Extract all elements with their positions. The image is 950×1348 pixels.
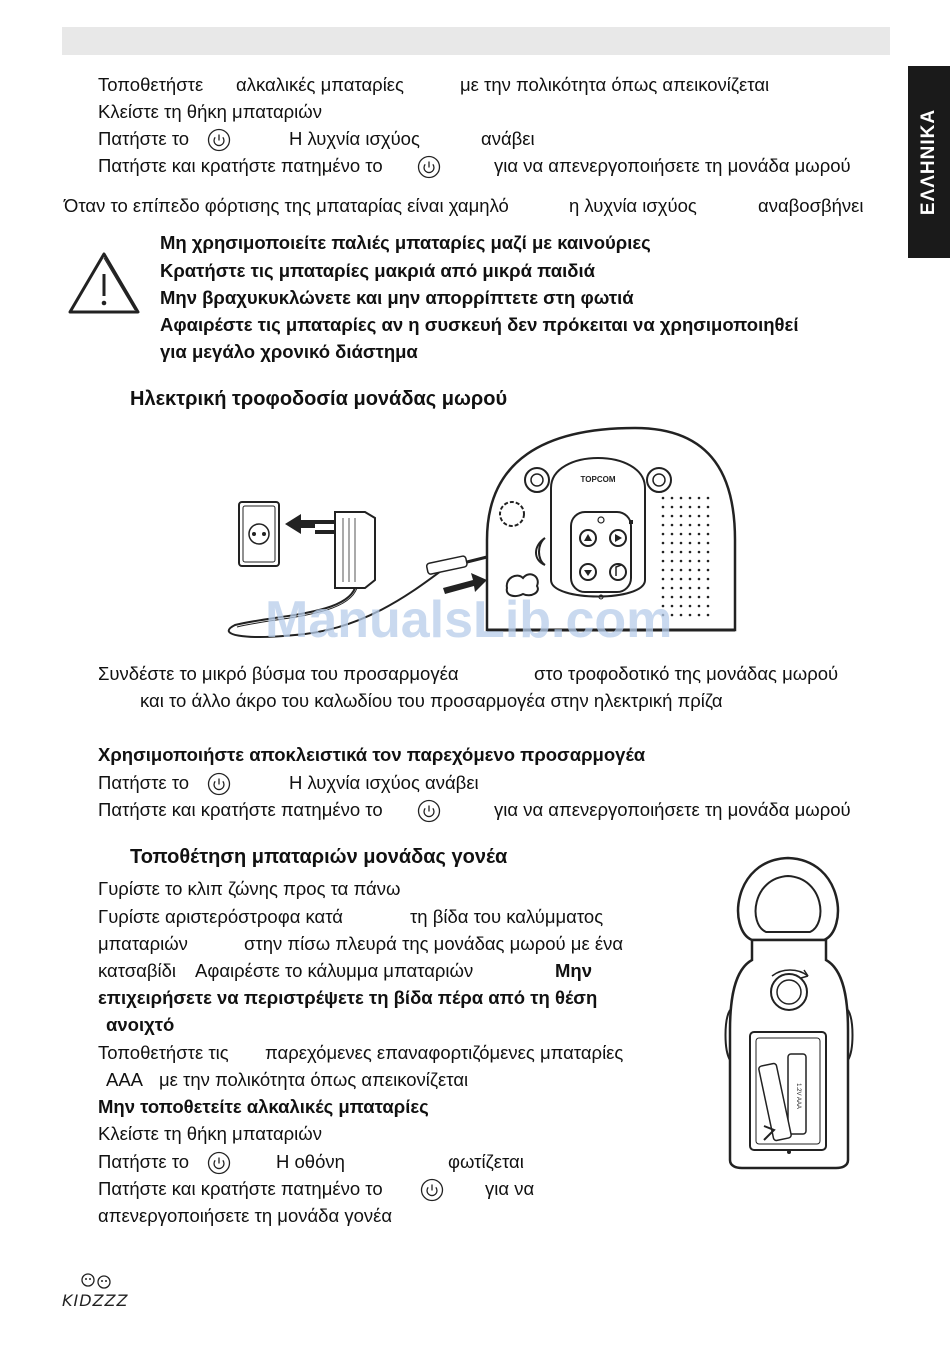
speaker-grill-dot xyxy=(689,560,692,563)
speaker-grill-dot xyxy=(689,551,692,554)
speaker-grill-dot xyxy=(707,533,710,536)
text: με την πολικότητα όπως απεικονίζεται xyxy=(460,74,770,95)
language-tab xyxy=(908,66,950,258)
warning-line: Κρατήστε τις μπαταρίες μακριά από μικρά παιδιά xyxy=(160,260,596,281)
text: Η λυχνία ισχύος ανάβει xyxy=(289,772,479,793)
speaker-grill-dot xyxy=(689,542,692,545)
battery-label: 1.2V AAA xyxy=(795,1083,801,1109)
speaker-grill-dot xyxy=(707,578,710,581)
text: επιχειρήσετε να περιστρέψετε τη βίδα πέρα από τη θέση xyxy=(98,987,598,1008)
speaker-grill-dot xyxy=(698,533,701,536)
speaker-grill-dot xyxy=(680,551,683,554)
speaker-grill-dot xyxy=(698,578,701,581)
text: Πατήστε το xyxy=(98,128,190,149)
text: η λυχνία ισχύος xyxy=(569,195,697,216)
kidzzz-logo-graphic xyxy=(58,1270,138,1314)
speaker-grill-dot xyxy=(689,587,692,590)
speaker-grill-dot xyxy=(671,515,674,518)
speaker-grill-dot xyxy=(707,506,710,509)
text: παρεχόμενες επαναφορτιζόμενες μπαταρίες xyxy=(265,1042,624,1063)
power-button-icon xyxy=(417,155,441,179)
speaker-grill-dot xyxy=(680,542,683,545)
speaker-grill-dot xyxy=(707,542,710,545)
power-button-icon xyxy=(417,799,441,823)
speaker-grill-dot xyxy=(662,551,665,554)
svg-text:KIDZZZ: KIDZZZ xyxy=(62,1291,129,1310)
speaker-grill-dot xyxy=(689,515,692,518)
speaker-grill-dot xyxy=(680,605,683,608)
speaker-grill-dot xyxy=(680,497,683,500)
speaker-grill-dot xyxy=(698,605,701,608)
speaker-grill-dot xyxy=(662,506,665,509)
section-heading-power: Ηλεκτρική τροφοδοσία μονάδας μωρού xyxy=(130,388,508,410)
speaker-grill-dot xyxy=(680,614,683,617)
speaker-grill-dot xyxy=(662,497,665,500)
warning-line: Μην βραχυκυκλώνετε και μην απορρίπτετε στη φωτιά xyxy=(160,287,634,308)
text: Πατήστε και κρατήστε πατημένο το xyxy=(98,799,383,820)
text: φωτίζεται xyxy=(448,1151,524,1172)
speaker-grill-dot xyxy=(698,506,701,509)
speaker-grill-dot xyxy=(698,596,701,599)
speaker-grill-dot xyxy=(698,542,701,545)
warning-line: Αφαιρέστε τις μπαταρίες αν η συσκευή δεν πρόκειται να χρησιμοποιηθεί xyxy=(160,314,799,335)
header-bar xyxy=(62,27,890,55)
speaker-grill-dot xyxy=(680,506,683,509)
speaker-grill-dot xyxy=(698,515,701,518)
watermark: ManualsLib.com xyxy=(265,591,673,649)
speaker-grill-dot xyxy=(689,578,692,581)
step-close-compartment: Κλείστε τη θήκη μπαταριών xyxy=(98,101,322,122)
text: Γυρίστε το κλιπ ζώνης προς τα πάνω xyxy=(98,878,401,899)
speaker-grill-dot xyxy=(707,551,710,554)
speaker-grill-dot xyxy=(707,497,710,500)
text: στην πίσω πλευρά της μονάδας μωρού με ένα xyxy=(244,933,624,954)
adapter-warning: Χρησιμοποιήστε αποκλειστικά τον παρεχόμενο προσαρμογέα xyxy=(98,744,646,765)
speaker-grill-dot xyxy=(707,596,710,599)
power-button-icon xyxy=(207,128,231,152)
text: Μην τοποθετείτε αλκαλικές μπαταρίες xyxy=(98,1096,429,1117)
text: Η οθόνη xyxy=(276,1151,345,1172)
text: Πατήστε και κρατήστε πατημένο το xyxy=(98,155,383,176)
speaker-grill-dot xyxy=(689,497,692,500)
speaker-grill-dot xyxy=(671,560,674,563)
text: ανοιχτό xyxy=(106,1014,175,1035)
speaker-grill-dot xyxy=(671,533,674,536)
text: Αφαιρέστε το κάλυμμα μπαταριών xyxy=(195,960,474,981)
speaker-grill-dot xyxy=(689,605,692,608)
speaker-grill-dot xyxy=(671,587,674,590)
speaker-grill-dot xyxy=(662,569,665,572)
text: ανάβει xyxy=(481,128,535,149)
text: Η λυχνία ισχύος xyxy=(289,128,420,149)
text: Γυρίστε αριστερόστροφα κατά xyxy=(98,906,343,927)
warning-line: για μεγάλο χρονικό διάστημα xyxy=(160,341,418,362)
text: για να απενεργοποιήσετε τη μονάδα μωρού xyxy=(494,155,851,176)
speaker-grill-dot xyxy=(707,614,710,617)
speaker-grill-dot xyxy=(662,533,665,536)
speaker-grill-dot xyxy=(689,569,692,572)
speaker-grill-dot xyxy=(707,560,710,563)
speaker-grill-dot xyxy=(707,524,710,527)
text: AAA xyxy=(106,1069,144,1090)
low-battery-note: Όταν το επίπεδο φόρτισης της μπαταρίας είναι χαμηλό xyxy=(64,195,509,216)
speaker-grill-dot xyxy=(689,596,692,599)
text: απενεργοποιήσετε τη μονάδα γονέα xyxy=(98,1205,393,1226)
speaker-grill-dot xyxy=(689,506,692,509)
speaker-grill-dot xyxy=(689,524,692,527)
speaker-grill-dot xyxy=(707,515,710,518)
speaker-grill-dot xyxy=(689,533,692,536)
warning-icon xyxy=(66,250,142,316)
power-button-icon xyxy=(420,1178,444,1202)
text: Πατήστε το xyxy=(98,772,190,793)
text: τη βίδα του καλύμματος xyxy=(410,906,604,927)
text: Πατήστε και κρατήστε πατημένο το xyxy=(98,1178,383,1199)
text: για να απενεργοποιήσετε τη μονάδα μωρού xyxy=(494,799,851,820)
speaker-grill-dot xyxy=(671,524,674,527)
text: αναβοσβήνει xyxy=(758,195,864,216)
warning-line: Μη χρησιμοποιείτε παλιές μπαταρίες μαζί με καινούριες xyxy=(160,232,651,253)
speaker-grill-dot xyxy=(662,560,665,563)
parent-unit-illustration xyxy=(718,850,858,1172)
speaker-grill-dot xyxy=(671,569,674,572)
power-button-icon xyxy=(207,1151,231,1175)
speaker-grill-dot xyxy=(680,560,683,563)
section-heading-parent-batteries: Τοποθέτηση μπαταριών μονάδας γονέα xyxy=(130,846,508,868)
speaker-grill-dot xyxy=(680,578,683,581)
text: και το άλλο άκρο του καλωδίου του προσαρμογέα στην ηλεκτρική πρίζα xyxy=(140,690,723,711)
speaker-grill-dot xyxy=(671,497,674,500)
speaker-grill-dot xyxy=(671,551,674,554)
text: στο τροφοδοτικό της μονάδας μωρού xyxy=(534,663,839,684)
power-button-icon xyxy=(207,772,231,796)
speaker-grill-dot xyxy=(680,596,683,599)
speaker-grill-dot xyxy=(662,515,665,518)
step-insert-batteries xyxy=(98,74,203,96)
text: Κλείστε τη θήκη μπαταριών xyxy=(98,1123,322,1144)
speaker-grill-dot xyxy=(698,614,701,617)
speaker-grill-dot xyxy=(680,587,683,590)
speaker-grill-dot xyxy=(680,569,683,572)
speaker-grill-dot xyxy=(698,569,701,572)
speaker-grill-dot xyxy=(671,542,674,545)
speaker-grill-dot xyxy=(662,587,665,590)
language-tab-label: ΕΛΛΗΝΙΚΑ xyxy=(918,108,939,216)
speaker-grill-dot xyxy=(680,524,683,527)
svg-text:TOPCOM: TOPCOM xyxy=(580,475,616,484)
text: Τοποθετήστε τις xyxy=(98,1042,229,1063)
speaker-grill-dot xyxy=(671,506,674,509)
speaker-grill-dot xyxy=(707,605,710,608)
speaker-grill-dot xyxy=(662,578,665,581)
text: αλκαλικές μπαταρίες xyxy=(236,74,404,95)
speaker-grill-dot xyxy=(698,551,701,554)
text: Πατήστε το xyxy=(98,1151,190,1172)
speaker-grill-dot xyxy=(707,587,710,590)
text: Τοποθετήστε xyxy=(98,74,204,95)
speaker-grill-dot xyxy=(698,587,701,590)
text: Μην xyxy=(555,960,592,981)
speaker-grill-dot xyxy=(680,515,683,518)
speaker-grill-dot xyxy=(680,533,683,536)
speaker-grill-dot xyxy=(698,560,701,563)
speaker-grill-dot xyxy=(671,578,674,581)
text: κατσαβίδι xyxy=(98,960,177,981)
speaker-grill-dot xyxy=(689,614,692,617)
kidzzz-logo xyxy=(58,1270,138,1319)
speaker-grill-dot xyxy=(698,524,701,527)
text: με την πολικότητα όπως απεικονίζεται xyxy=(159,1069,469,1090)
text: για να xyxy=(485,1178,535,1199)
text: μπαταριών xyxy=(98,933,188,954)
speaker-grill-dot xyxy=(707,569,710,572)
speaker-grill-dot xyxy=(662,542,665,545)
step-connect-adapter: Συνδέστε το μικρό βύσμα του προσαρμογέα xyxy=(98,663,459,684)
speaker-grill-dot xyxy=(662,524,665,527)
speaker-grill-dot xyxy=(698,497,701,500)
